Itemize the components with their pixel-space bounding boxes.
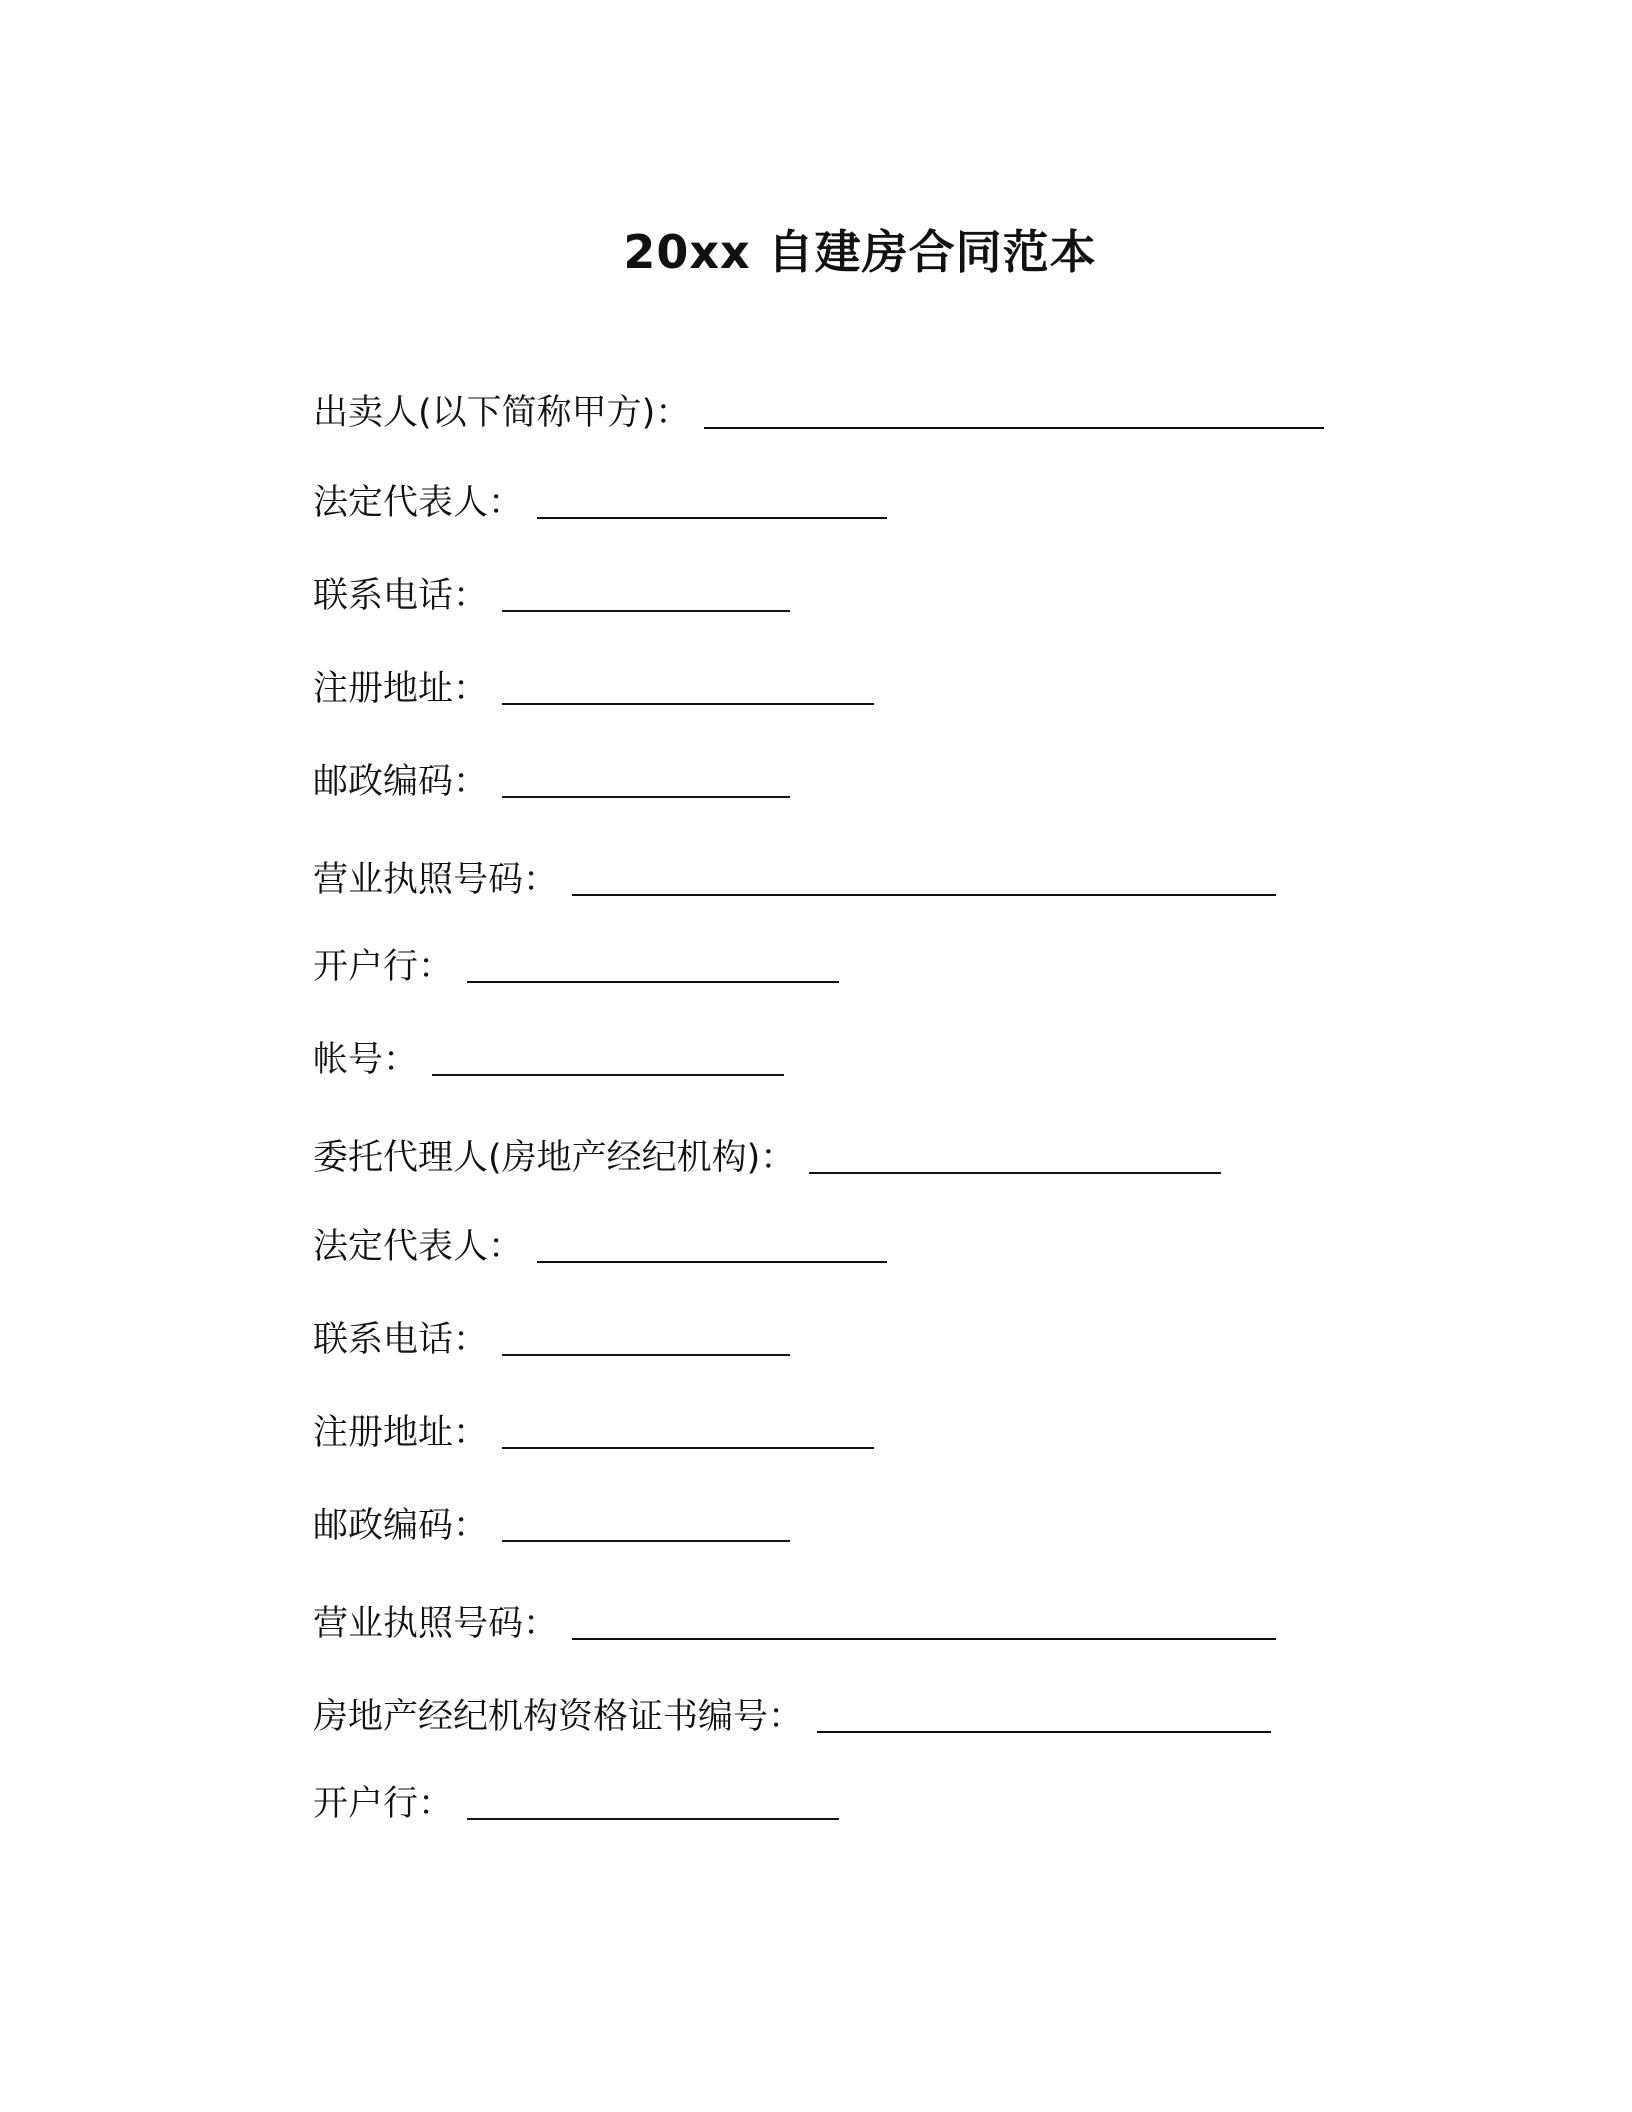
field-label: 邮政编码： [313, 762, 489, 802]
address-field [313, 1408, 874, 1458]
agent-field [313, 1133, 1221, 1183]
postcode-field [313, 757, 790, 807]
field-label: 房地产经纪机构资格证书编号： [313, 1697, 804, 1737]
cert-field [313, 1692, 1271, 1742]
phone-field [313, 571, 790, 621]
field-label: 营业执照号码： [313, 1604, 559, 1644]
field-label: 联系电话： [313, 576, 489, 616]
field-label: 注册地址： [313, 669, 489, 709]
fill-in-blank[interactable] [502, 1447, 874, 1449]
fill-in-blank[interactable] [572, 894, 1276, 896]
fill-in-blank[interactable] [502, 1540, 790, 1542]
address-field [313, 664, 874, 714]
fill-in-blank[interactable] [502, 610, 790, 612]
fill-in-blank[interactable] [809, 1172, 1221, 1174]
seller-field [313, 388, 1324, 438]
phone-field [313, 1315, 790, 1365]
fill-in-blank[interactable] [537, 1261, 887, 1263]
legal-rep-field [313, 1222, 887, 1272]
field-label: 法定代表人： [313, 1227, 524, 1267]
bank-field [313, 1779, 839, 1829]
license-field [313, 1599, 1276, 1649]
field-label: 帐号： [313, 1040, 419, 1080]
field-label: 委托代理人(房地产经纪机构)： [313, 1138, 796, 1178]
fill-in-blank[interactable] [817, 1731, 1271, 1733]
fill-in-blank[interactable] [467, 981, 839, 983]
fill-in-blank[interactable] [537, 517, 887, 519]
field-label: 注册地址： [313, 1413, 489, 1453]
field-label: 邮政编码： [313, 1506, 489, 1546]
fill-in-blank[interactable] [432, 1074, 784, 1076]
fill-in-blank[interactable] [502, 703, 874, 705]
postcode-field [313, 1501, 790, 1551]
field-label: 出卖人(以下简称甲方)： [313, 393, 691, 433]
license-field [313, 855, 1276, 905]
fill-in-blank[interactable] [467, 1818, 839, 1820]
document-title: 20xx 自建房合同范本 [623, 225, 1097, 279]
fill-in-blank[interactable] [502, 1354, 790, 1356]
fill-in-blank[interactable] [704, 427, 1324, 429]
fill-in-blank[interactable] [502, 796, 790, 798]
legal-rep-field [313, 478, 887, 528]
bank-field [313, 942, 839, 992]
field-label: 开户行： [313, 947, 454, 987]
field-label: 法定代表人： [313, 483, 524, 523]
field-label: 开户行： [313, 1784, 454, 1824]
fill-in-blank[interactable] [572, 1638, 1276, 1640]
account-field [313, 1035, 784, 1085]
field-label: 联系电话： [313, 1320, 489, 1360]
field-label: 营业执照号码： [313, 860, 559, 900]
